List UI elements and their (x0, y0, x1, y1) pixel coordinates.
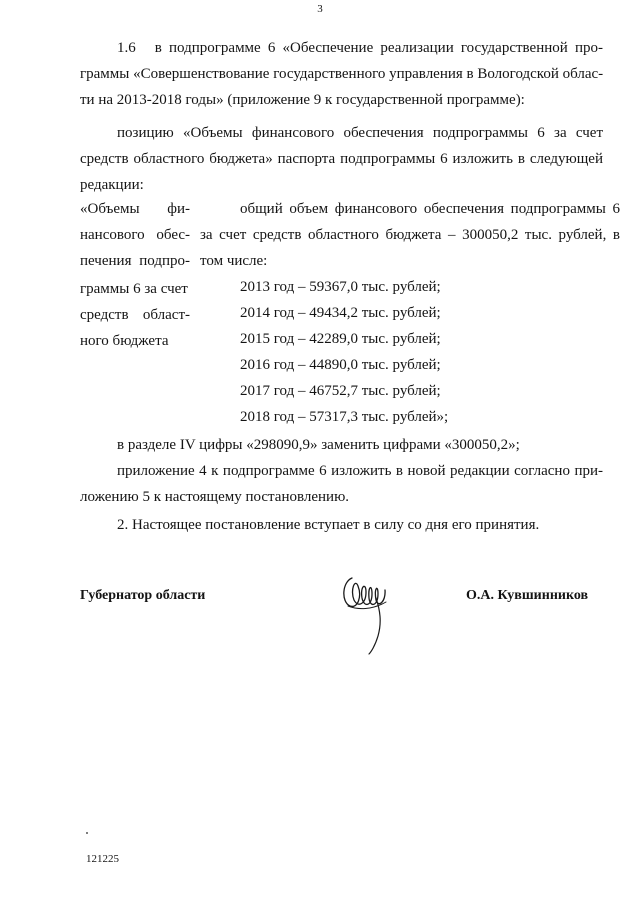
section-iv-line: в разделе IV цифры «298090,9» заменить цифрами «300050,2»; (117, 437, 520, 453)
year-line-2018: 2018 год – 57317,3 тыс. рублей»; (240, 409, 449, 425)
year-line-2015: 2015 год – 42289,0 тыс. рублей; (240, 331, 441, 347)
year-line-2013: 2013 год – 59367,0 тыс. рублей; (240, 279, 441, 295)
left-cell-line-5: средств област- (80, 307, 190, 323)
year-line-2014: 2014 год – 49434,2 тыс. рублей; (240, 305, 441, 321)
item-1-6-number: 1.6 (117, 40, 136, 56)
appendix-line-2: ложению 5 к настоящему постановлению. (80, 489, 350, 505)
item-2-line: 2. Настоящее постановление вступает в силу со дня его принятия. (117, 517, 540, 533)
scan-dot (86, 832, 88, 834)
right-cell-intro-line-1: общий объем финансового обеспечения подпрограммы 6 (240, 201, 620, 217)
appendix-line-1: приложение 4 к подпрограмме 6 изложить в новой редакции согласно при- (117, 463, 603, 479)
item-1-6-line-1 (117, 36, 603, 62)
right-cell-intro-line-2: за счет средств областного бюджета – 300050,2 тыс. рублей, в (200, 227, 620, 243)
year-line-2016: 2016 год – 44890,0 тыс. рублей; (240, 357, 441, 373)
position-intro-line-1: позицию «Объемы финансового обеспечения подпрограммы 6 за счет (117, 125, 603, 141)
page-number: 3 (317, 3, 323, 15)
document-code: 121225 (86, 853, 119, 865)
position-intro-line-2: средств областного бюджета» паспорта подпрограммы 6 изложить в следующей (80, 151, 603, 167)
left-cell-line-4: граммы 6 за счет (80, 281, 188, 297)
right-cell-intro-line-3: том числе: (200, 253, 268, 269)
signature-position: Губернатор области (80, 588, 206, 603)
left-cell-line-6: ного бюджета (80, 333, 169, 349)
position-intro-line-3: редакции: (80, 177, 144, 193)
item-1-6-text-1: в подпрограмме 6 «Обеспечение реализации государственной про- (154, 40, 603, 56)
item-1-6-line-2: граммы «Совершенствование государственного управления в Вологодской облас- (80, 66, 604, 82)
year-line-2017: 2017 год – 46752,7 тыс. рублей; (240, 383, 441, 399)
left-cell-line-2: нансового обес- (80, 227, 190, 243)
signature-name: О.А. Кувшинников (466, 588, 589, 603)
left-cell-line-3: печения подпро- (80, 253, 190, 269)
handwritten-signature (338, 566, 400, 658)
item-1-6-line-3: ти на 2013-2018 годы» (приложение 9 к государственной программе): (80, 92, 525, 108)
left-cell-line-1: «Объемы фи- (80, 201, 190, 217)
